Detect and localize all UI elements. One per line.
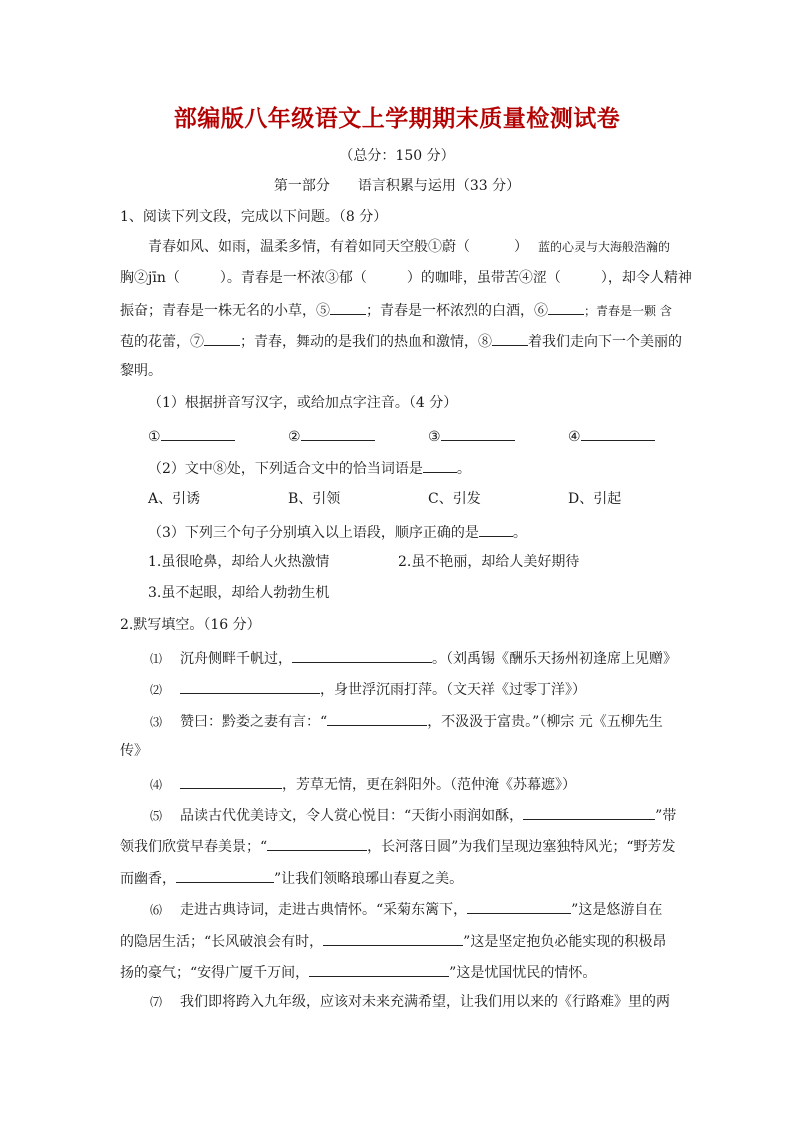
fill-blank-1[interactable] — [292, 647, 432, 663]
blank-7[interactable] — [204, 330, 240, 346]
fill-item-6: ⑹ 走进古典诗词，走进古典情怀。“采菊东篱下， ”这是悠游自在 — [150, 898, 662, 920]
sub-question-3: （3）下列三个句子分别填入以上语段，顺序正确的是 。 — [148, 521, 527, 543]
sentence-3: 3.虽不起眼，却给人勃勃生机 — [148, 585, 330, 601]
passage-line-2: 胸②jīn（ ）。青春是一杯浓③郁（ ）的咖啡，虽带苦④涩（ ），却令人精神 — [120, 270, 692, 286]
fill-blank-5a[interactable] — [523, 804, 655, 820]
part-one-heading: 第一部分 语言积累与运用（33 分） — [273, 178, 521, 194]
sub-question-2: （2）文中⑧处，下列适合文中的恰当词语是 。 — [148, 457, 471, 479]
fill-item-5: ⑸ 品读古代优美诗文，令人赏心悦目：“天街小雨润如酥， ”带 — [150, 804, 676, 826]
fill-blank-5b[interactable] — [267, 835, 367, 851]
answer-slot-4: ④ — [568, 425, 655, 447]
answer-blank-3[interactable] — [441, 425, 515, 441]
sentence-2: 2.虽不艳丽，却给人美好期待 — [398, 554, 580, 570]
blank-8[interactable] — [492, 330, 528, 346]
option-b: B、引领 — [288, 491, 341, 507]
fill-item-3: ⑶ 赞曰：黔娄之妻有言：“ ，不汲汲于富贵。”（柳宗 元《五柳先生 — [150, 710, 663, 732]
blank-5[interactable] — [330, 299, 366, 315]
passage-line-1: 青春如风、如雨，温柔多情，有着如同天空般①蔚（ ） 蓝的心灵与大海般浩瀚的 — [148, 239, 671, 255]
sub-question-1: （1）根据拼音写汉字，或给加点字注音。（4 分） — [148, 395, 458, 411]
fill-item-5-line3: 而幽香， ”让我们领略琅琊山春夏之美。 — [120, 867, 463, 889]
option-d: D、引起 — [568, 491, 622, 507]
fill-blank-2[interactable] — [180, 678, 320, 694]
fill-blank-6a[interactable] — [467, 898, 571, 914]
fill-item-1: ⑴ 沉舟侧畔千帆过， 。（刘禹锡《酬乐天扬州初逢席上见赠》 — [150, 647, 677, 669]
passage-line-3: 振奋；青春是一株无名的小草，⑤ ；青春是一杯浓烈的白酒，⑥ ；青春是一颗 含 — [120, 299, 672, 321]
blank-6[interactable] — [548, 299, 584, 315]
fill-item-6-line2: 的隐居生活；“长风破浪会有时， ”这是坚定抱负必能实现的积极昂 — [120, 930, 666, 952]
question-2-heading: 2.默写填空。（16 分） — [120, 617, 261, 633]
fill-blank-6c[interactable] — [309, 961, 449, 977]
fill-blank-5c[interactable] — [176, 867, 274, 883]
option-a: A、引诱 — [148, 491, 201, 507]
answer-slot-3: ③ — [428, 425, 515, 447]
fill-item-6-line3: 扬的豪气；“安得广厦千万间， ”这是忧国忧民的情怀。 — [120, 961, 596, 983]
fill-item-5-line2: 领我们欣赏早春美景；“ ，长河落日圆”为我们呈现边塞独特风光；“野芳发 — [120, 835, 676, 857]
sentence-1: 1.虽很呛鼻，却给人火热激情 — [148, 554, 330, 570]
fill-item-4: ⑷ ，芳草无情，更在斜阳外。（范仲淹《苏幕遮》） — [150, 773, 576, 795]
fill-item-3-cont: 传》 — [120, 743, 148, 759]
answer-blank-2[interactable] — [301, 425, 375, 441]
question-1-heading: 1、阅读下列文段，完成以下问题。（8 分） — [120, 209, 388, 225]
fill-item-7: ⑺ 我们即将跨入九年级，应该对未来充满希望，让我们用以来的《行路难》里的两 — [150, 994, 671, 1010]
total-score: （总分：150 分） — [339, 148, 455, 164]
answer-slot-2: ② — [288, 425, 375, 447]
answer-slot-1: ① — [148, 425, 235, 447]
passage-line-4: 苞的花蕾，⑦ ；青春，舞动的是我们的热血和激情，⑧ 着我们走向下一个美丽的 — [120, 330, 682, 352]
passage-line-5: 黎明。 — [120, 363, 162, 379]
fill-blank-6b[interactable] — [323, 930, 463, 946]
fill-item-2: ⑵ ，身世浮沉雨打萍。（文天祥《过零丁洋》） — [150, 678, 586, 700]
sub3-answer-blank[interactable] — [479, 521, 513, 537]
sub2-answer-blank[interactable] — [423, 457, 457, 473]
fill-blank-4[interactable] — [180, 773, 282, 789]
answer-blank-4[interactable] — [581, 425, 655, 441]
answer-blank-1[interactable] — [161, 425, 235, 441]
option-c: C、引发 — [428, 491, 481, 507]
page-title: 部编版八年级语文上学期期末质量检测试卷 — [173, 105, 621, 132]
fill-blank-3[interactable] — [327, 710, 427, 726]
